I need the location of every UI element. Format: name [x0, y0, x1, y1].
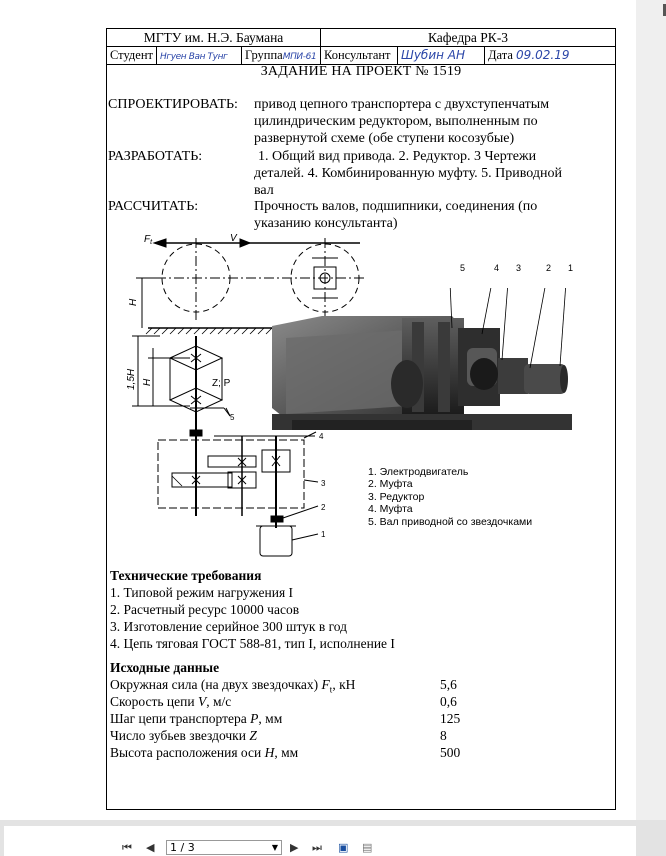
input-row: Число зубьев звездочки Z — [110, 728, 257, 743]
motor-box — [260, 526, 292, 556]
develop-label: РАЗРАБОТАТЬ: — [108, 149, 203, 164]
university-cell: МГТУ им. Н.Э. Баумана — [107, 29, 321, 47]
photo-callout-3: 3 — [516, 263, 522, 273]
develop-text: 1. Общий вид привода. 2. Редуктор. 3 Чертежи деталей. 4. Комбинированную муфту. 5. Приводной вал — [254, 149, 563, 198]
dropdown-icon: ▼ — [271, 843, 278, 852]
input-value: 125 — [440, 711, 461, 726]
tech-item: 1. Типовой режим нагружения I — [110, 585, 294, 600]
design-label: СПРОЕКТИРОВАТЬ: — [108, 97, 238, 112]
page-selector[interactable]: 1 / 3 ▼ — [166, 840, 282, 855]
h-label-top: H — [128, 298, 139, 306]
zp-label: Z; P — [212, 378, 231, 389]
h-label-bottom: H — [142, 378, 153, 386]
input-value: 0,6 — [440, 694, 457, 709]
tech-item: 3. Изготовление серийное 300 штук в год — [110, 619, 348, 634]
drive-photo — [262, 288, 580, 438]
date-cell: Дата 09.02.19 — [485, 47, 616, 65]
group-cell: ГруппаМПИ-61 — [242, 47, 321, 65]
input-row: Окружная сила (на двух звездочках) $F_t$, кН — [110, 677, 356, 695]
num-5: 5 — [230, 413, 235, 422]
input-row: Шаг цепи транспортера P, мм — [110, 711, 283, 726]
consultant-label: Консультант — [321, 47, 398, 65]
legend: 1. Электродвигатель 2. Муфта 3. Редуктор 4. Муфта 5. Вал приводной со звездочками — [368, 466, 533, 528]
force-arrow — [154, 239, 166, 247]
motor-photo — [524, 364, 566, 394]
ft-label: $F_t$ — [144, 234, 153, 246]
velocity-arrow — [240, 239, 250, 247]
next-page-icon[interactable]: ▶ — [290, 841, 299, 854]
num-2: 2 — [321, 503, 326, 512]
calc-label: РАССЧИТАТЬ: — [108, 199, 199, 214]
input-value: 8 — [440, 728, 447, 743]
input-value: 5,6 — [440, 677, 457, 692]
title-block — [106, 28, 616, 65]
fit-page-icon[interactable]: ▣ — [338, 841, 349, 854]
last-page-icon[interactable]: ⏭ — [312, 841, 322, 854]
tech-item: 4. Цепь тяговая ГОСТ 588-81, тип I, исполнение I — [110, 636, 395, 651]
consultant-name: Шубин АН — [398, 47, 485, 65]
department-cell: Кафедра РК-3 — [321, 29, 616, 47]
tech-title: Технические требования — [110, 568, 262, 583]
photo-callout-1: 1 — [568, 263, 574, 273]
viewer-toolbar — [0, 838, 666, 855]
student-label: Студент — [107, 47, 157, 65]
h15-label: 1,5H — [126, 368, 137, 390]
student-name: Нгуен Ван Тунг — [157, 47, 242, 65]
photo-callout-2: 2 — [546, 263, 552, 273]
fit-width-icon[interactable]: ▤ — [362, 841, 373, 854]
design-text: привод цепного транспортера с двухступенчатым цилиндрическим редуктором, выполненным по развернутой схеме (обе ступени косозубые) — [254, 97, 550, 146]
photo-callout-5: 5 — [460, 263, 466, 273]
photo-callout-4: 4 — [494, 263, 500, 273]
input-value: 500 — [440, 745, 461, 760]
input-title: Исходные данные — [110, 660, 220, 675]
num-4: 4 — [319, 432, 324, 441]
gear-mid — [208, 456, 256, 467]
coupling-2 — [271, 516, 283, 522]
calc-text: Прочность валов, подшипники, соединения (по указанию консультанта) — [254, 199, 538, 231]
page-scroll-area — [636, 0, 666, 820]
prev-page-icon[interactable]: ◀ — [146, 841, 155, 854]
input-row: Скорость цепи V, м/с — [110, 694, 232, 709]
tech-item: 2. Расчетный ресурс 10000 часов — [110, 602, 300, 617]
coupling-4 — [190, 430, 202, 436]
first-page-icon[interactable]: ⏮ — [122, 841, 132, 854]
input-row: Высота расположения оси H, мм — [110, 745, 299, 760]
num-1: 1 — [321, 530, 326, 539]
assignment-title: ЗАДАНИЕ НА ПРОЕКТ № 1519 — [260, 64, 462, 79]
num-3: 3 — [321, 479, 326, 488]
v-label: V — [230, 233, 237, 244]
